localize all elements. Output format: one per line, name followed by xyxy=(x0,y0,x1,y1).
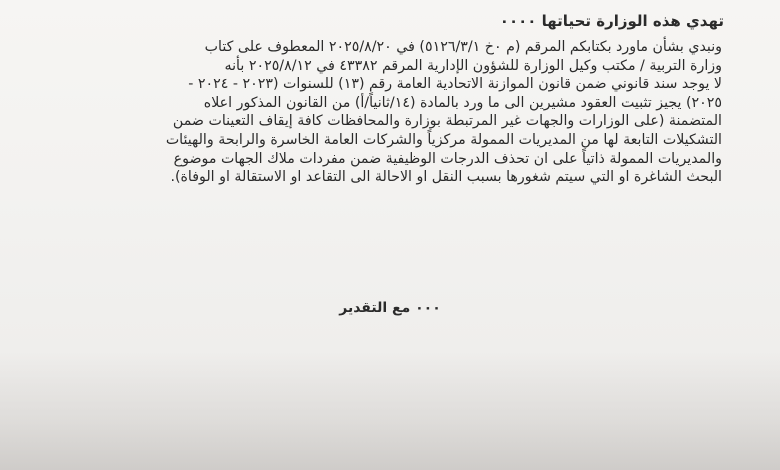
body-line: ونبدي بشأن ماورد بكتابكم المرقم (م ٠خ ٥١٢٦/٣/١) في ٢٠٢٥/٨/٢٠ المعطوف على كتاب xyxy=(204,39,722,55)
closing-line: ٠٠٠ مع التقدير xyxy=(339,300,441,316)
greeting-line: تهدي هذه الوزارة تحياتها ٠٠٠٠ xyxy=(499,12,724,30)
body-line: ٢٠٢٥) يجيز تثبيت العقود مشيرين الى ما ورد بالمادة (١٤/ثانياً/أ) من القانون المذكور اعلاه xyxy=(203,94,722,111)
paper-shadow xyxy=(0,350,780,470)
body-line: التشكيلات التابعة لها من المديريات الممولة مركزياً والشركات العامة الخاسرة والرابحة والهيئات xyxy=(165,131,722,148)
body-line: وزارة التربية / مكتب وكيل الوزارة للشؤون الإدارية المرقم ٤٣٣٨٢ في ٢٠٢٥/٨/١٢ بأنه xyxy=(224,57,722,74)
body-line: المتضمنة (على الوزارات والجهات غير المرتبطة بوزارة والمحافظات كافة إيقاف التعينات ضمن xyxy=(172,113,722,130)
body-line: البحث الشاغرة او التي سيتم شغورها بسبب النقل او الاحالة الى التقاعد او الاستقالة او الوفاة). xyxy=(170,169,722,186)
letter-body xyxy=(30,38,722,187)
body-line: لا يوجد سند قانوني ضمن قانون الموازنة الاتحادية العامة رقم (١٣) للسنوات (٢٠٢٣ - ٢٠٢٤ - xyxy=(188,76,722,93)
body-line: والمديريات الممولة ذاتياً على ان تحذف الدرجات الوظيفية ضمن مفردات ملاك الجهات موضوع xyxy=(173,150,722,167)
